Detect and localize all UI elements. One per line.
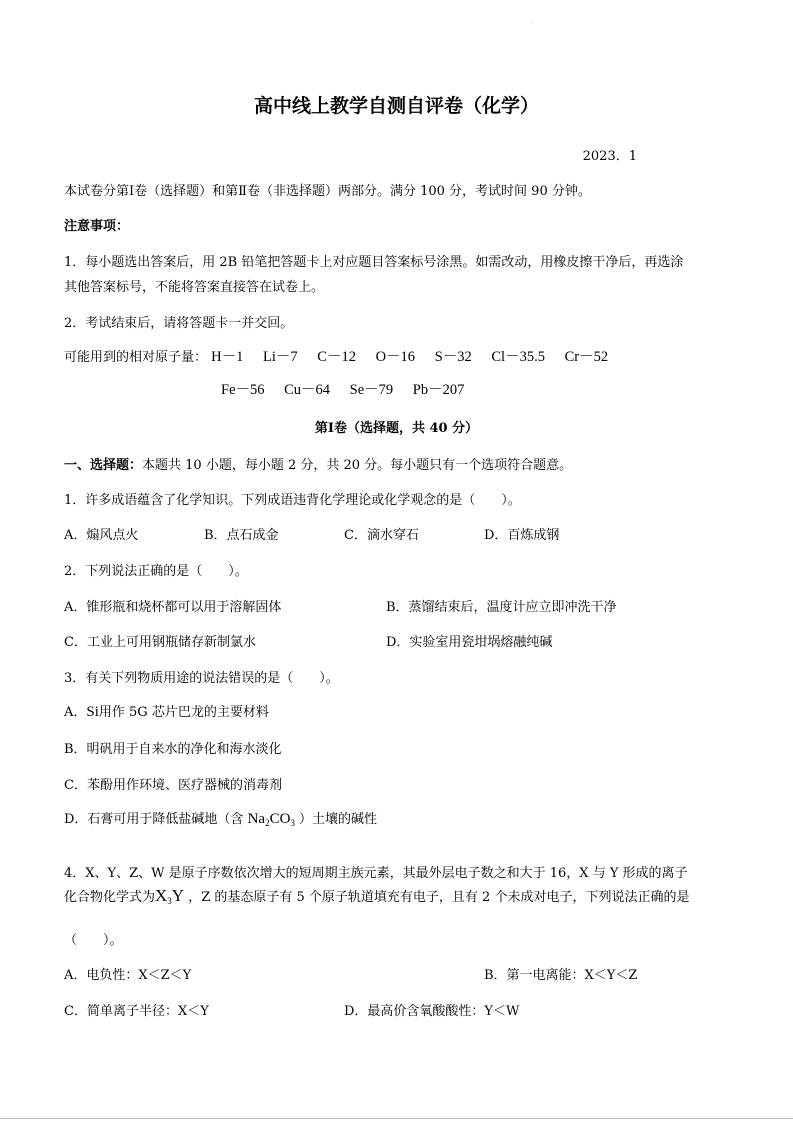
q3-option-d-suffix: ）土壤的碱性 [294,812,378,827]
q2-option-c: C．工业上可用钢瓶储存新制氯水 [64,635,256,650]
mass-cu: Cu－64 [284,382,331,398]
page-title: 高中线上教学自测自评卷（化学） [253,95,539,117]
mass-pb: Pb－207 [412,382,465,398]
q3-option-d [64,808,377,828]
mass-fe: Fe－56 [221,382,265,398]
formula-na: Na [247,811,266,827]
q3-option-c: C．苯酚用作环境、医疗器械的消毒剂 [64,778,282,793]
formula-x: X [155,886,168,905]
q4-option-b: B．第一电离能：X＜Y＜Z [484,968,638,983]
q3-stem: 3．有关下列物质用途的说法错误的是（ ）。 [64,671,339,686]
q1-stem: 1．许多成语蕴含了化学知识。下列成语违背化学理论或化学观念的是（ ）。 [64,493,521,508]
formula-co-subscript: 3 [290,818,295,828]
q2-option-a: A．锥形瓶和烧杯都可以用于溶解固体 [64,600,282,615]
q3-option-b: B．明矾用于自来水的净化和海水淡化 [64,742,282,757]
q4-line2-suffix: ，Z 的基态原子有 5 个原子轨道填充有电子，且有 2 个未成对电子，下列说法正确的是 [184,890,690,905]
mass-c: C－12 [317,349,356,365]
q4-stem-line-3: （ ）。 [64,933,123,948]
atomic-mass-row-1 [64,345,624,366]
part1-instruction [64,454,572,473]
q4-option-d: D．最高价含氧酸酸性：Y＜W [344,1004,520,1019]
q3-option-d-prefix: D．石膏可用于降低盐碱地（含 [64,812,248,827]
formula-co: CO [269,811,291,827]
note-item-2: 2．考试结束后，请将答题卡一并交回。 [64,316,294,331]
q3-option-a [64,701,269,721]
note-item-1-line-1: 1．每小题选出答案后，用 2B 铅笔把答题卡上对应题目答案标号涂黑。如需改动，用橡皮擦干净后，再选涂 [64,255,684,270]
q1-option-d: D．百炼成钢 [484,528,560,543]
q1-option-c: C．滴水穿石 [344,528,419,543]
part1-instruction-label: 一、选择题： [64,458,143,473]
formula-na-subscript: 2 [265,818,270,828]
part1-instruction-text: 本题共 10 小题，每小题 2 分，共 20 分。每小题只有一个选项符合题意。 [142,458,573,473]
q1-option-b: B．点石成金 [204,528,279,543]
exam-intro: 本试卷分第Ⅰ卷（选择题）和第Ⅱ卷（非选择题）两部分。满分 100 分，考试时间 90 分钟。 [64,184,591,199]
exam-date: 2023．1 [582,149,637,164]
notes-heading: 注意事项： [64,219,130,234]
page-marker: · [531,20,533,27]
q4-option-a: A．电负性：X＜Z＜Y [64,968,192,983]
q3-formula-na2co3 [248,811,295,827]
mass-se: Se－79 [349,382,394,398]
q4-stem-line-1: 4．X、Y、Z、W 是原子序数依次增大的短周期主族元素，其最外层电子数之和大于 16，X 与 Y 形成的离子 [64,866,688,881]
q3-formula-si: Si [86,704,99,720]
q2-option-d: D．实验室用瓷坩埚熔融纯碱 [386,635,553,650]
note-item-1-line-2: 其他答案标号，不能将答案直接答在试卷上。 [64,280,325,295]
mass-h: H－1 [211,349,244,365]
atomic-mass-row-2 [221,378,480,399]
mass-cr: Cr－52 [564,349,609,365]
mass-cl: Cl－35.5 [491,349,545,365]
atomic-mass-label: 可能用到的相对原子量： [64,350,208,365]
mass-li: Li－7 [263,349,298,365]
q4-option-c: C．简单离子半径：X＜Y [64,1004,209,1019]
mass-o: O－16 [375,349,416,365]
page-bottom-border [0,1118,793,1119]
mass-s: S－32 [434,349,472,365]
q3-option-a-text: 用作 5G 芯片巴龙的主要材料 [98,705,269,720]
part1-title: 第Ⅰ卷（选择题，共 40 分） [314,421,479,436]
q4-formula-x3y [155,886,184,905]
q2-option-b: B．蒸馏结束后，温度计应立即冲洗干净 [386,600,617,615]
formula-y: Y [171,886,185,905]
q1-option-a: A．煽风点火 [64,528,139,543]
q4-line2-prefix: 化合物化学式为 [64,890,156,905]
formula-x-subscript: 3 [167,896,172,906]
q2-stem: 2．下列说法正确的是（ ）。 [64,564,248,579]
q3-option-a-prefix: A． [64,705,87,720]
q4-stem-line-2 [64,886,689,906]
